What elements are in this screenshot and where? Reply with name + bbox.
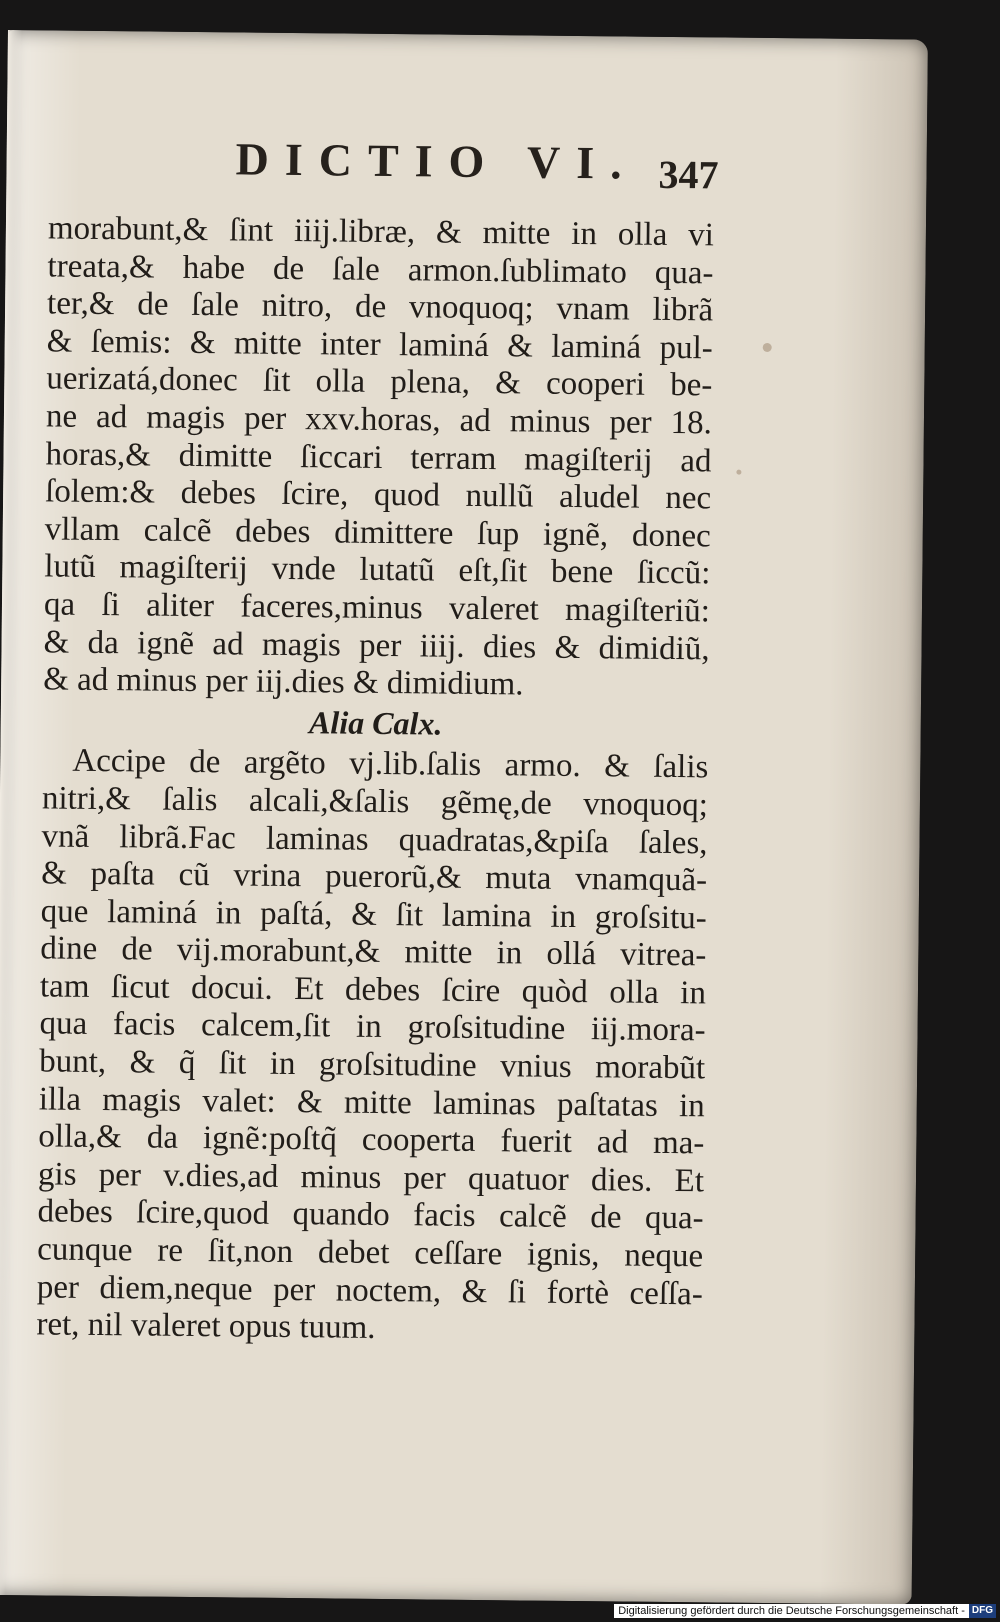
page-number: 347 <box>658 151 719 198</box>
text-line: & ad minus per iij.dies & dimidium. <box>43 661 524 703</box>
text-line: Accipe de argẽto vj.lib.ſalis armo. & ſalis <box>72 743 709 786</box>
text-line: & paſta cũ vrina puerorũ,& muta vnamquã- <box>40 855 708 899</box>
text-line: & da ignẽ ad magis per iiij. dies & dimidiũ, <box>43 623 710 667</box>
ink-blot <box>736 470 741 475</box>
text-line: qua facis calcem,ſit in groſsitudine iij.mora- <box>39 1005 706 1049</box>
text-line: nitri,& ſalis alcali,&ſalis gẽmę,de vnoquoq; <box>41 780 709 824</box>
ink-blot <box>763 343 772 352</box>
section-subheading: Alia Calx. <box>308 703 443 742</box>
dfg-logo: DFG <box>969 1604 996 1618</box>
text-line: illa magis valet: & mitte laminas paſtatas in <box>38 1081 705 1125</box>
text-line: morabunt,& ſint iiij.libræ, & mitte in olla vi <box>47 210 715 254</box>
text-line: olla,& da ignẽ:poſtq̃ cooperta fuerit ad ma- <box>38 1118 705 1162</box>
text-line: ter,& de ſale nitro, de vnoquoq; vnam librã <box>46 285 714 329</box>
text-line: ſolem:& debes ſcire, quod nullũ aludel nec <box>44 473 712 517</box>
page-edge-highlight <box>0 30 22 1595</box>
text-line: uerizatá,donec ſit olla plena, & cooperi be- <box>46 360 713 404</box>
text-line: treata,& habe de ſale armon.ſublimato qua- <box>47 248 714 291</box>
page-header <box>6 130 927 198</box>
text-line: tam ſicut docui. Et debes ſcire quòd olla in <box>39 968 707 1012</box>
text-line: debes ſcire,quod quando facis calcẽ de qua- <box>37 1193 704 1237</box>
text-line: per diem,neque per noctem, & ſi fortè ceſſa- <box>36 1268 703 1312</box>
text-line: lutũ magiſterij vnde lutatũ eſt,ſit bene ſiccũ: <box>44 548 711 592</box>
text-line: dine de vij.morabunt,& mitte in ollá vitrea- <box>40 930 707 974</box>
text-line: vnã librã.Fac laminas quadratas,&piſa ſales, <box>41 817 708 861</box>
paragraph-1 <box>43 210 714 706</box>
running-title: DICTIO VI. <box>235 133 638 189</box>
text-line: gis per v.dies,ad minus per quatuor dies. Et <box>37 1156 705 1200</box>
text-line: bunt, & q̃ ſit in groſsitudine vnius morabũt <box>39 1043 706 1087</box>
text-line: horas,& dimitte ſiccari terram magiſterij ad <box>45 435 712 479</box>
book-page <box>0 30 928 1605</box>
text-line: ne ad magis per xxv.horas, ad minus per 18. <box>45 398 713 442</box>
text-line: ret, nil valeret opus tuum. <box>36 1306 376 1347</box>
paragraph-2 <box>36 743 708 1351</box>
digitization-credit <box>614 1604 996 1618</box>
page-text <box>36 210 714 1351</box>
text-line: qa ſi aliter faceres,minus valeret magiſteriũ: <box>43 586 711 630</box>
text-line: que laminá in paſtá, & ſit lamina in groſsitu- <box>40 893 707 937</box>
text-line: vllam calcẽ debes dimittere ſup ignẽ, donec <box>44 511 711 555</box>
text-line: & ſemis: & mitte inter laminá & laminá pul- <box>46 323 713 367</box>
text-line: cunque re ſit,non debet ceſſare ignis, neque <box>37 1231 704 1275</box>
credit-text: Digitalisierung gefördert durch die Deutsche Forschungsgemeinschaft - <box>618 1605 965 1617</box>
